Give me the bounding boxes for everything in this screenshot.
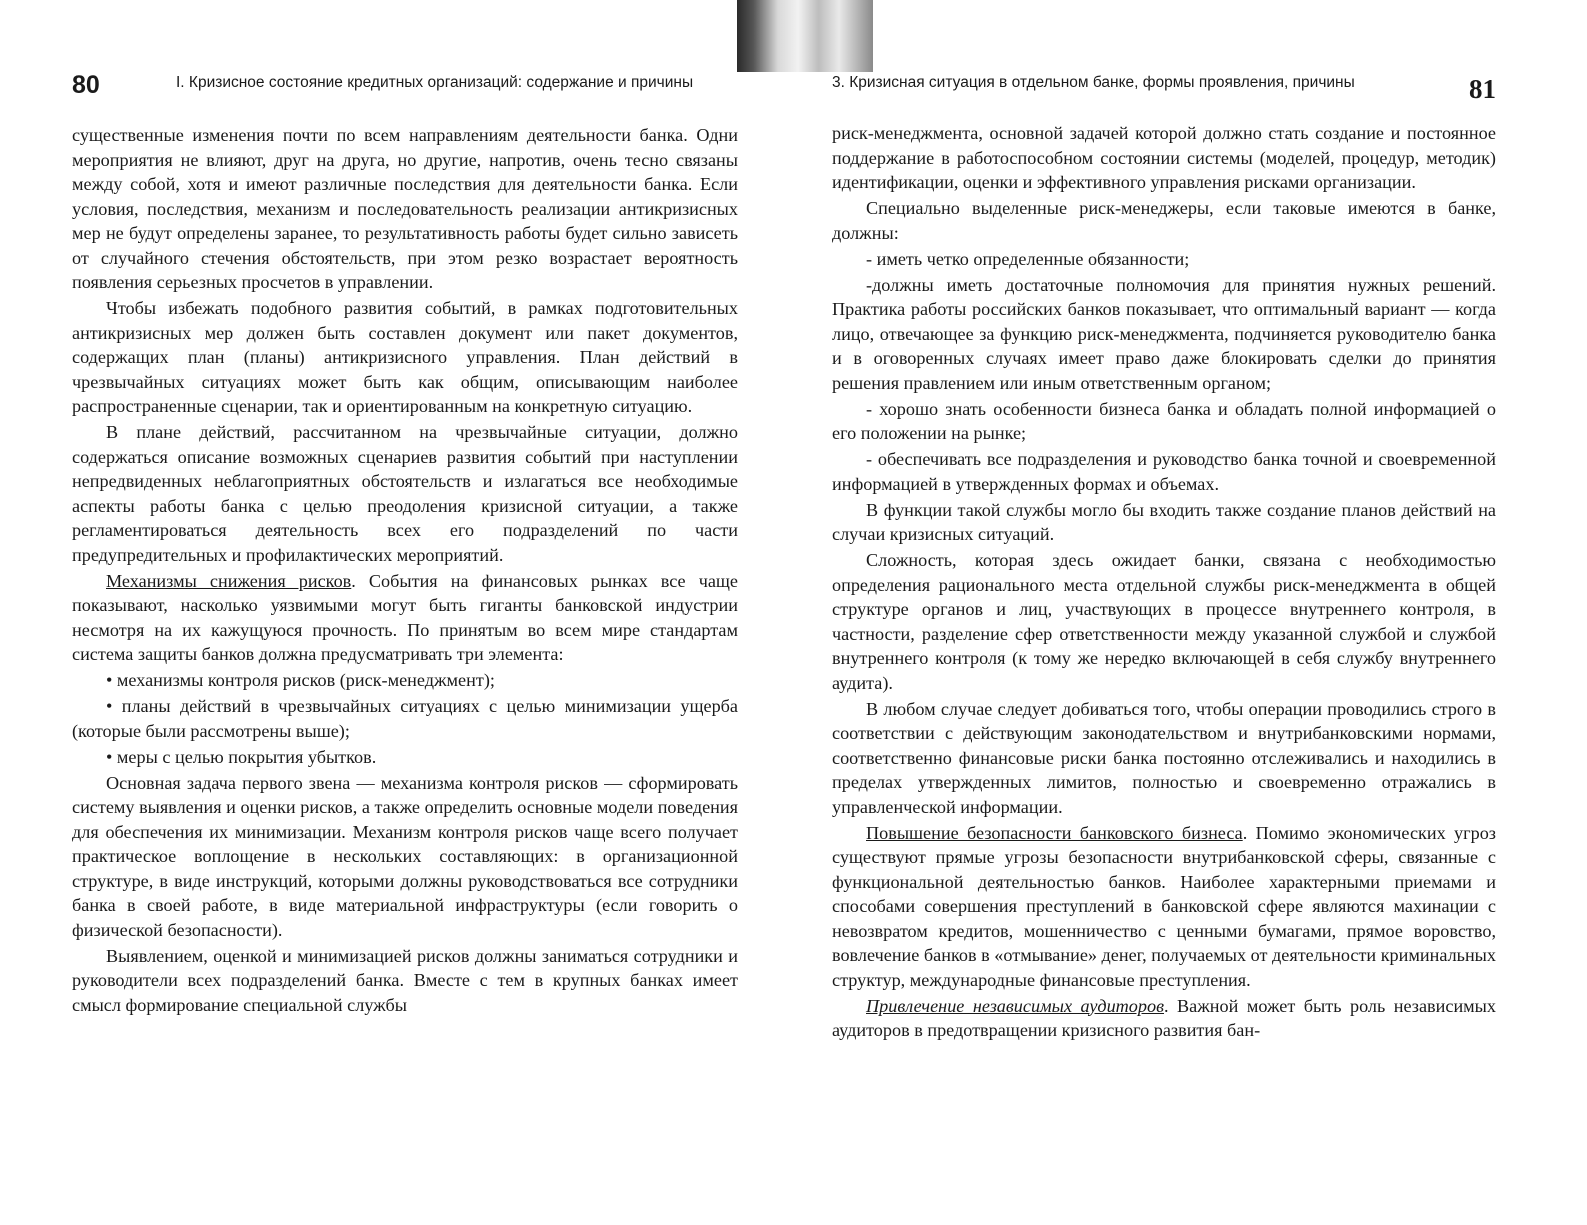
dash-item: - иметь четко определенные обязанности; bbox=[866, 248, 1190, 269]
paragraph: риск-менеджмента, основной задачей которой должно стать создание и постоянное поддержание в работоспособном состоянии системы (моделей, процедур, методик) идентификации, оценки и эффективного управления рисками организации. bbox=[832, 123, 1496, 192]
paragraph-text: . Важной может быть роль независимых аудиторов в предотвращении кризисного развития бан- bbox=[832, 995, 1496, 1040]
running-head: I. Кризисное состояние кредитных организаций: содержание и причины bbox=[176, 74, 694, 91]
left-page bbox=[72, 0, 738, 1225]
section-heading: Повышение безопасности банковского бизнеса bbox=[866, 822, 1243, 843]
dash-item: -должны иметь достаточные полномочия для принятия нужных решений. Практика работы российских банков показывает, что оптимальный вариант — когда лицо, отвечающее за функцию риск-менеджмента, подчиняется руководителю банка и в оговоренных случаях имеет право даже блокировать сделки до принятия решения правлением или иным ответственным органом; bbox=[832, 274, 1496, 393]
running-head: 3. Кризисная ситуация в отдельном банке, формы проявления, причины bbox=[832, 74, 1355, 91]
body-text bbox=[72, 123, 738, 1017]
paragraph: Специально выделенные риск-менеджеры, если таковые имеются в банке, должны: bbox=[832, 198, 1496, 243]
paragraph: Выявлением, оценкой и минимизацией рисков должны заниматься сотрудники и руководители всех подразделений банка. Вместе с тем в крупных банках имеет смысл формирование специальной службы bbox=[72, 945, 738, 1015]
bullet-item: • механизмы контроля рисков (риск-менеджмент); bbox=[106, 670, 495, 690]
paragraph-text: . События на финансовых рынках все чаще показывают, насколько уязвимыми могут быть гиганты банковской индустрии несмотря на их кажущуюся прочность. По принятым во всем мире стандартам система защиты банков должна предусматривать три элемента: bbox=[72, 570, 739, 664]
dash-item: - обеспечивать все подразделения и руководство банка точной и своевременной информацией в утвержденных формах и объемах. bbox=[832, 449, 1496, 494]
paragraph: В любом случае следует добиваться того, чтобы операции проводились строго в соответствии с действующим законодательством и внутрибанковскими нормами, соответственно финансовые риски банка постоянно отслеживались и находились в пределах утвержденных лимитов, полностью и своевременно отражались в управленческой информации. bbox=[832, 698, 1496, 817]
dash-item: - хорошо знать особенности бизнеса банка и обладать полной информацией о его положении на рынке; bbox=[832, 398, 1496, 443]
paragraph bbox=[832, 821, 1496, 993]
page-number: 81 bbox=[1469, 74, 1496, 104]
paragraph-text: . Помимо экономических угроз существуют прямые угрозы безопасности внутрибанковской сферы, связанные с функциональной деятельностью банков. Наиболее характерными приемами и способами совершения преступлений в банковской сфере являются махинации с невозвратом кредитов, мошенничество с ценными бумагами, прямое воровство, вовлечение банков в «отмывание» денег, получаемых от деятельности криминальных структур, международные финансовые преступления. bbox=[832, 822, 1496, 990]
section-heading: Механизмы снижения рисков bbox=[106, 570, 352, 591]
bullet-item: • меры с целью покрытия убытков. bbox=[106, 746, 377, 767]
paragraph: В функции такой службы могло бы входить также создание планов действий на случаи кризисных ситуаций. bbox=[832, 499, 1496, 544]
paragraph bbox=[72, 569, 738, 667]
paragraph: Основная задача первого звена — механизма контроля рисков — сформировать систему выявления и оценки рисков, а также определить основные модели поведения для обеспечения их минимизации. Механизм контроля рисков чаще всего получает практическое воплощение в нескольких составляющих: в организационной структуре, в виде инструкций, которыми должны руководствоваться все сотрудники банка в своей работе, в виде материальной инфраструктуры (если говорить о физической безопасности). bbox=[72, 772, 738, 940]
page-number: 80 bbox=[72, 71, 100, 99]
paragraph: Сложность, которая здесь ожидает банки, связана с необходимостью определения рационального места отдельной службы риск-менеджмента в общей структуре органов и лиц, участвующих в процессе внутреннего контроля, в частности, разделение сфер ответственности между указанной службой и службой внутреннего контроля (к тому же нередко включающей в себя службу внутреннего аудита). bbox=[832, 550, 1496, 693]
paragraph: существенные изменения почти по всем направлениям деятельности банка. Одни мероприятия не влияют, друг на друга, но другие, напротив, очень тесно связаны между собой, хотя и имеют различные последствия для деятельности банка. Если условия, последствия, механизм и последовательность реализации антикризисных мер не будут определены заранее, то результативность работы будет сильно зависеть от случайного стечения обстоятельств, при этом резко возрастает вероятность появления серьезных просчетов в управлении. bbox=[72, 125, 738, 292]
paragraph bbox=[832, 994, 1496, 1043]
right-page bbox=[832, 0, 1496, 1225]
paragraph: Чтобы избежать подобного развития событий, в рамках подготовительных антикризисных мер должен быть составлен документ или пакет документов, содержащих план (планы) антикризисного управления. План действий в чрезвычайных ситуациях может быть как общим, описывающим наиболее распространенные сценарии, так и ориентированным на конкретную ситуацию. bbox=[72, 298, 738, 416]
bullet-item: • планы действий в чрезвычайных ситуациях с целью минимизации ущерба (которые были рассмотрены выше); bbox=[72, 696, 738, 741]
body-text bbox=[832, 121, 1496, 1043]
section-heading: Привлечение независимых аудиторов bbox=[866, 995, 1164, 1016]
paragraph: В плане действий, рассчитанном на чрезвычайные ситуации, должно содержаться описание возможных сценариев развития событий при наступлении непредвиденных неблагоприятных обстоятельств и излагаться все необходимые аспекты работы банка с целью преодоления кризисной ситуации, а также регламентироваться деятельность всех его подразделений по части предупредительных и профилактических мероприятий. bbox=[72, 422, 738, 565]
